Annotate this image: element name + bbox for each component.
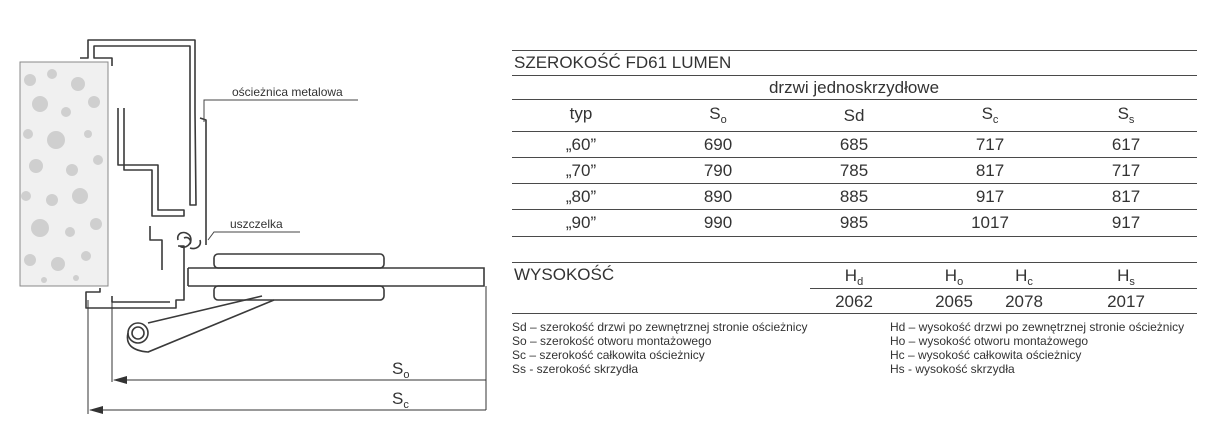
door-leaf xyxy=(188,254,484,300)
cell-ss: 817 xyxy=(1111,187,1141,206)
table-rule xyxy=(810,288,1197,289)
col-header-hc: $H_c$ xyxy=(1015,266,1033,288)
legend-item: Sc – szerokość całkowita ościeżnicy xyxy=(512,348,705,362)
width-table-title: SZEROKOŚĆ FD61 LUMEN xyxy=(514,53,732,72)
col-header-ho: $H_o$ xyxy=(944,266,964,288)
cell-hc: 2078 xyxy=(1005,292,1043,311)
cell-so: 890 xyxy=(703,187,733,206)
table-rule xyxy=(512,50,1197,51)
cell-sd: 685 xyxy=(839,135,869,154)
col-header-hs: $H_s$ xyxy=(1117,266,1135,288)
table-rule xyxy=(512,236,1197,237)
cell-ho: 2065 xyxy=(935,292,973,311)
table-rule xyxy=(512,131,1197,132)
hinge xyxy=(127,296,274,352)
table-rule xyxy=(512,183,1197,184)
dimension-sc xyxy=(88,300,486,414)
dimension-sc-label: $S_c$ xyxy=(392,389,409,411)
frame-label: ościeżnica metalowa xyxy=(232,85,343,99)
legend-item: Hd – wysokość drzwi po zewnętrznej stronie ościeżnicy xyxy=(890,320,1185,334)
table-rule xyxy=(512,313,1197,314)
cell-ss: 717 xyxy=(1111,161,1141,180)
dimension-so-label: $S_o$ xyxy=(392,359,410,381)
cell-type: „70” xyxy=(565,161,597,180)
seal-profile xyxy=(178,233,201,249)
cell-sd: 985 xyxy=(839,213,869,232)
legend-height xyxy=(890,320,1184,376)
width-table-subtitle: drzwi jednoskrzydłowe xyxy=(768,78,940,97)
col-header-ss: $S_s$ xyxy=(1117,104,1135,126)
door-frame-section-drawing xyxy=(0,0,500,430)
cell-hs: 2017 xyxy=(1107,292,1145,311)
table-rule xyxy=(512,157,1197,158)
cell-sd: 785 xyxy=(839,161,869,180)
col-header-hd: $H_d$ xyxy=(844,266,864,288)
table-rule xyxy=(512,209,1197,210)
legend-item: So – szerokość otworu montażowego xyxy=(512,334,712,348)
legend-item: Ho – wysokość otworu montażowego xyxy=(890,334,1089,348)
col-header-sd: Sd xyxy=(843,106,865,125)
cell-type: „90” xyxy=(565,213,597,232)
seal-leader xyxy=(208,232,300,240)
table-rule xyxy=(512,75,1197,76)
cell-sc: 717 xyxy=(975,135,1005,154)
legend-width xyxy=(512,320,807,376)
legend-item: Hs - wysokość skrzydła xyxy=(890,362,1015,376)
cell-sc: 1017 xyxy=(971,213,1009,232)
cell-sc: 817 xyxy=(975,161,1005,180)
table-rule xyxy=(512,99,1197,100)
seal-label: uszczelka xyxy=(230,217,283,231)
cell-so: 690 xyxy=(703,135,733,154)
legend-item: Sd – szerokość drzwi po zewnętrznej stronie ościeżnicy xyxy=(512,320,808,334)
cell-sc: 917 xyxy=(975,187,1005,206)
table-rule xyxy=(512,262,1197,263)
cell-so: 790 xyxy=(703,161,733,180)
col-header-so: $S_o$ xyxy=(709,104,727,126)
frame-leader xyxy=(204,100,358,122)
cell-hd: 2062 xyxy=(835,292,873,311)
cell-sd: 885 xyxy=(839,187,869,206)
cell-ss: 617 xyxy=(1111,135,1141,154)
cell-type: „80” xyxy=(565,187,597,206)
col-header-typ: typ xyxy=(569,104,593,123)
legend-item: Hc – wysokość całkowita ościeżnicy xyxy=(890,348,1082,362)
cell-ss: 917 xyxy=(1111,213,1141,232)
dimension-so xyxy=(112,286,486,410)
col-header-sc: $S_c$ xyxy=(981,104,999,126)
legend-item: Ss - szerokość skrzydła xyxy=(512,362,639,376)
cell-so: 990 xyxy=(703,213,733,232)
wall-section xyxy=(20,62,108,286)
cell-type: „60” xyxy=(565,135,597,154)
height-table-title: WYSOKOŚĆ xyxy=(514,265,615,284)
